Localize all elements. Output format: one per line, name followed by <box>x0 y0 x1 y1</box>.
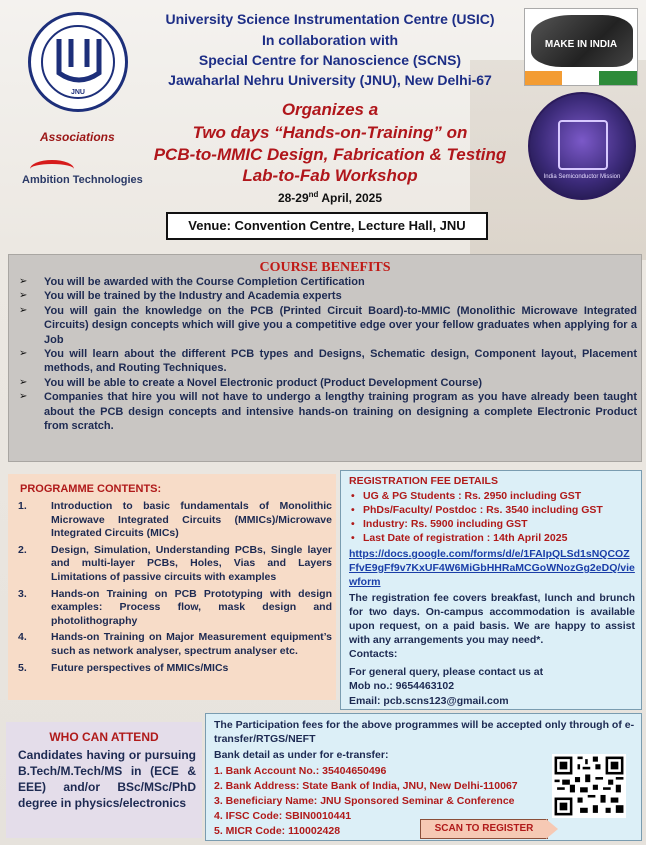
programme-contents-title: PROGRAMME CONTENTS: <box>20 483 162 495</box>
fee-list <box>349 489 639 545</box>
benefit-item: ➢ Companies that hire you will not have to undergo a lengthy training program as you have already been taught about the PCB design concepts and intensive hands-on training on designing a complete Electronic Product from scratch. <box>19 390 637 433</box>
programme-item <box>18 631 332 658</box>
programme-item-text: Hands-on Training on Major Measurement equipment’s such as network analyser, spectrum analyser etc. <box>51 631 332 657</box>
title-line-2: PCB-to-MMIC Design, Fabrication & Testing <box>153 145 507 164</box>
fee-item: • UG & PG Students : Rs. 2950 including GST <box>349 489 639 503</box>
programme-item <box>18 500 332 541</box>
ism-caption: India Semiconductor Mission <box>543 174 621 180</box>
who-can-attend-section <box>6 722 202 838</box>
header-line-jnu: Jawaharlal Nehru University (JNU), New Delhi-67 <box>168 72 492 88</box>
scan-to-register-button[interactable]: SCAN TO REGISTER <box>420 819 548 839</box>
benefit-item: ➢ You will gain the knowledge on the PCB (Printed Circuit Board)-to-MMIC (Monolithic Microwave Integrated Circuits) design concepts which will give you a competitive edge over your fellow graduates when applying for a Job <box>19 304 637 347</box>
title-line-3: Lab-to-Fab Workshop <box>242 166 418 185</box>
registration-note: The registration fee covers breakfast, lunch and brunch for two days. On-campus accommodation is available upon request, on a paid basis. We are happy to assist with any arrangements you may need*. <box>349 592 635 646</box>
venue-box: Venue: Convention Centre, Lecture Hall, JNU <box>166 212 488 240</box>
date-suffix-sup: nd <box>308 190 319 199</box>
programme-item <box>18 588 332 629</box>
title-line-1: Two days “Hands-on-Training” on <box>192 123 468 142</box>
jnu-logo <box>28 12 128 112</box>
chip-icon <box>558 120 608 170</box>
india-semiconductor-mission-logo <box>528 92 636 200</box>
benefit-item: ➢ You will learn about the different PCB types and Designs, Schematic design, Component layout, Placement methods, and Routing Techniques. <box>19 347 637 376</box>
programme-item <box>18 662 332 676</box>
make-in-india-logo <box>524 8 638 86</box>
programme-item-number: 2. <box>18 543 27 556</box>
programme-item-text: Hands-on Training on PCB Prototyping with design examples: Process flow, mask design and photolithography <box>51 587 332 627</box>
benefit-item: ➢ You will be awarded with the Course Completion Certification <box>19 275 637 289</box>
programme-item-text: Introduction to basic fundamentals of Monolithic Microwave Integrated Circuits (MMICs)/Microwave Integrated Circuits (MICs) <box>51 500 332 540</box>
india-flag-strip <box>525 71 637 85</box>
bank-detail-label: Bank detail as under for e-transfer: <box>214 749 389 761</box>
organizes-label: Organizes a <box>281 100 379 119</box>
who-can-attend-title: WHO CAN ATTEND <box>49 730 159 744</box>
programme-item-number: 4. <box>18 631 27 644</box>
benefit-item: ➢ You will be trained by the Industry and Academia experts <box>19 289 637 303</box>
scan-arrow-icon <box>546 819 558 839</box>
contacts-label: Contacts: <box>349 648 398 660</box>
programme-item <box>18 544 332 585</box>
beneficiary-name: 3. Beneficiary Name: JNU Sponsored Seminar & Conference <box>214 795 515 807</box>
programme-list <box>18 500 332 678</box>
benefit-item: ➢ You will be able to create a Novel Electronic product (Product Development Course) <box>19 376 637 390</box>
micr-code: 5. MICR Code: 110002428 <box>214 825 341 837</box>
make-in-india-text: MAKE IN INDIA <box>544 39 618 50</box>
programme-item-number: 1. <box>18 500 27 512</box>
ambition-name: Ambition Technologies <box>22 174 143 186</box>
who-can-attend-text: Candidates having or pursuing B.Tech/M.Tech/MS in (ECE & EEE) and/or BSc/MSc/PhD degree in physics/electronics <box>18 748 196 810</box>
event-date <box>140 190 520 205</box>
course-benefits-section <box>8 254 642 462</box>
jnu-emblem-icon <box>51 33 107 93</box>
benefits-list <box>19 275 637 433</box>
ifsc-code: 4. IFSC Code: SBIN0010441 <box>214 810 352 822</box>
contact-mobile: Mob no.: 9654463102 <box>349 680 455 692</box>
general-query-text: For general query, please contact us at <box>349 666 544 678</box>
bank-address: 2. Bank Address: State Bank of India, JNU, New Delhi-110067 <box>214 780 518 792</box>
payment-intro: The Participation fees for the above programmes will be accepted only through of e-transfer/RTGS/NEFT <box>214 719 635 745</box>
registration-qr-code[interactable] <box>552 754 626 818</box>
registration-form-link[interactable]: https://docs.google.com/forms/d/e/1FAIpQLSd1sNQCOZFfvE9gFf9v7KxUF4W6MiGbHHRaMCGoWNozGg2eDQ/viewform <box>349 548 635 588</box>
date-month-year: April, 2025 <box>318 191 383 205</box>
programme-contents-section <box>8 474 336 700</box>
registration-section <box>340 470 642 710</box>
header-line-collab: In collaboration with <box>261 32 399 48</box>
fee-item: • PhDs/Faculty/ Postdoc : Rs. 3540 including GST <box>349 503 639 517</box>
associations-label: Associations <box>40 130 115 144</box>
header-line-usic: University Science Instrumentation Centre (USIC) <box>165 11 495 27</box>
date-days: 28-29 <box>277 191 309 205</box>
programme-item-number: 5. <box>18 661 27 674</box>
course-benefits-title: COURSE BENEFITS <box>259 260 391 275</box>
jnu-logo-caption: JNU <box>70 89 85 96</box>
bank-account: 1. Bank Account No.: 35404650496 <box>214 765 387 777</box>
registration-title: REGISTRATION FEE DETAILS <box>349 475 498 487</box>
programme-item-text: Design, Simulation, Understanding PCBs, Single layer and multi-layer PCBs, Holes, Vias and Layers Limitations of passive circuits with examples <box>51 543 332 583</box>
fee-item: • Industry: Rs. 5900 including GST <box>349 517 639 531</box>
fee-item: • Last Date of registration : 14th April 2025 <box>349 531 639 545</box>
header-line-scns: Special Centre for Nanoscience (SCNS) <box>198 52 462 68</box>
programme-item-text: Future perspectives of MMICs/MICs <box>51 661 229 674</box>
programme-item-number: 3. <box>18 587 27 600</box>
contact-email[interactable]: Email: pcb.scns123@gmail.com <box>349 695 509 707</box>
